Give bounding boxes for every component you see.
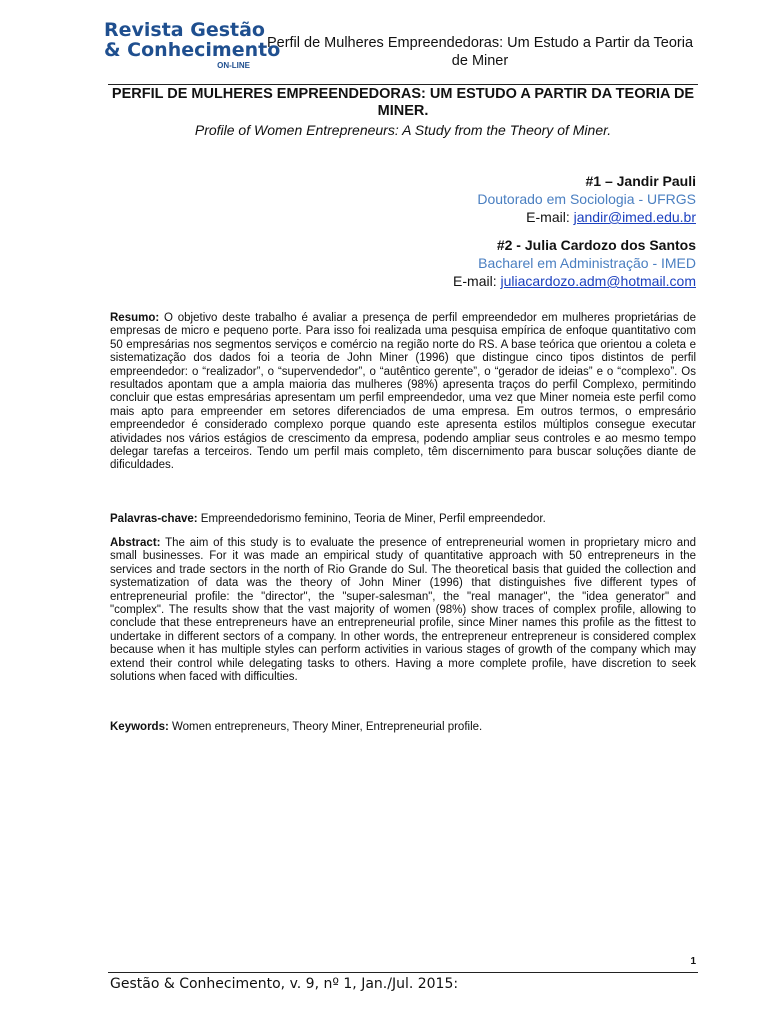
author-block-2	[108, 236, 696, 290]
resumo-text: O objetivo deste trabalho é avaliar a presença de perfil empreendedor em mulheres proprietárias de empresas de micro e pequeno porte. Para isso foi realizada uma pesquisa empírica de enfoque quantitativo com 50 empresárias nos segmentos serviços e comércio na região norte do RS. A base teórica que orientou a coleta e sistematização dos dados foi a teoria de John Miner (1996) que distingue cinco tipos distintos de perfil empreendedor: o “realizador”, o “supervendedor”, o “autêntico gerente”, o “gerador de ideias” e o “complexo”. Os resultados apontam que a ampla maioria das mulheres (98%) apresenta traços do perfil Complexo, permitindo concluir que estas empresárias apresentam um perfil empreendedor, uma vez que Miner nomeia este perfil como mais apto para empreender em setores diferenciados de uma empresa. Em outros termos, o empresário empreendedor é considerado complexo porque quando este apresenta estilos múltiplos consegue executar atividades nos vários estágios de crescimento da empresa, podendo ampliar seus controles e ao mesmo tempo delegar tarefas a terceiros. Tendo um perfil mais completo, têm discernimento para buscar soluções diante de dificuldades.	[110, 312, 696, 472]
keywords-text: Women entrepreneurs, Theory Miner, Entrepreneurial profile.	[168, 721, 483, 733]
footer-divider	[108, 972, 698, 973]
author-block-1	[108, 172, 696, 226]
abstract-text: The aim of this study is to evaluate the presence of entrepreneurial women in proprietary micro and small businesses. For it was made an empirical study of quantitative approach with 50 entrepreneurs in the services and trade sectors in the north of Rio Grande do Sul. The theoretical basis that guided the collection and systematization of data was the theory of John Miner (1996) that distinguishes five different types of entrepreneurial profile: the "director", the "super-salesman", the "real manager", the "idea generator" and "complex". The results show that the vast majority of women (98%) show traces of complex profile, allowing to conclude that these entrepreneurs have an entrepreneurial profile, since Miner names this profile as the fittest to undertake in different sectors of a company. In other words, the entrepreneur entrepreneur is considered complex because when it has multiple styles can perform activities in various stages of growth of the company which may extend their control while delegating tasks to others. Having a more complete profile, have discretion to seek solutions when faced with difficulties.	[110, 537, 696, 684]
palavras-chave-paragraph	[110, 513, 696, 526]
palavras-chave-text: Empreendedorismo feminino, Teoria de Miner, Perfil empreendedor.	[197, 513, 546, 525]
author-name: #2 - Julia Cardozo dos Santos	[496, 237, 696, 253]
email-label: E-mail:	[453, 273, 501, 289]
footer-citation: Gestão & Conhecimento, v. 9, nº 1, Jan./Jul. 2015:	[110, 976, 459, 992]
journal-logo	[104, 19, 281, 70]
author-email-line	[108, 208, 696, 226]
header-divider	[108, 84, 698, 85]
keywords-label: Keywords:	[110, 721, 169, 733]
palavras-chave-label: Palavras-chave:	[110, 513, 198, 525]
abstract-paragraph	[110, 537, 696, 684]
author-affiliation: Bacharel em Administração - IMED	[478, 255, 696, 271]
author-name: #1 – Jandir Pauli	[585, 173, 696, 189]
author-email-line	[108, 272, 696, 290]
page-number: 1	[690, 956, 696, 967]
keywords-paragraph	[110, 721, 696, 734]
author-email-link[interactable]: juliacardozo.adm@hotmail.com	[500, 273, 696, 289]
logo-online: ON-LINE	[217, 61, 250, 70]
resumo-label: Resumo:	[110, 312, 160, 324]
author-email-link[interactable]: jandir@imed.edu.br	[573, 209, 696, 225]
logo-line-1: Revista Gestão	[104, 19, 265, 41]
logo-line-2: & Conhecimento	[104, 39, 281, 61]
abstract-label: Abstract:	[110, 537, 161, 549]
resumo-paragraph	[110, 312, 696, 473]
email-label: E-mail:	[526, 209, 574, 225]
article-title: PERFIL DE MULHERES EMPREENDEDORAS: UM ESTUDO A PARTIR DA TEORIA DE MINER.	[111, 86, 695, 119]
running-title: Perfil de Mulheres Empreendedoras: Um Estudo a Partir da Teoria de Miner	[266, 35, 694, 69]
author-affiliation: Doutorado em Sociologia - UFRGS	[477, 191, 696, 207]
article-title-english: Profile of Women Entrepreneurs: A Study from the Theory of Miner.	[194, 122, 612, 138]
